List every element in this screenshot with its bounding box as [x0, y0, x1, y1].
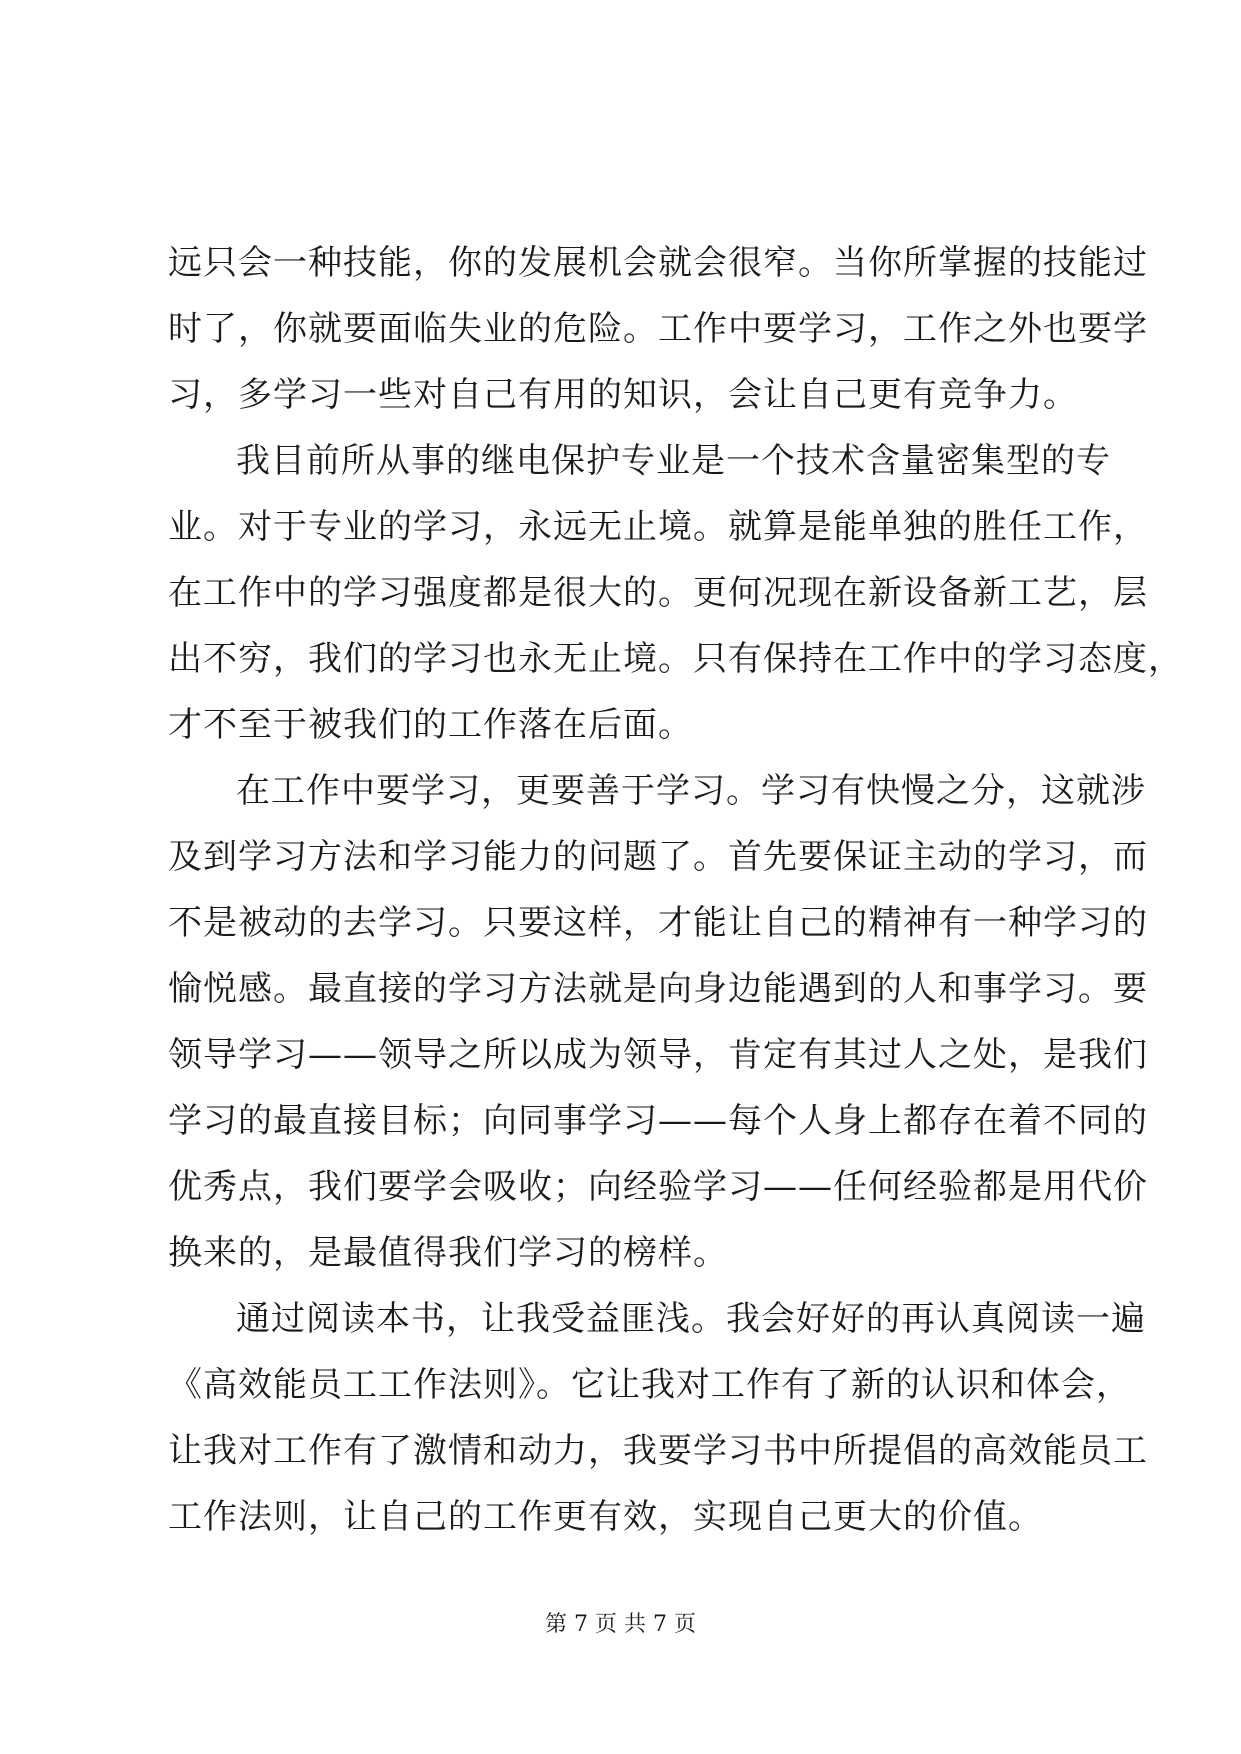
text-line: 业。对于专业的学习，永远无止境。就算是能单独的胜任工作，	[168, 507, 1148, 547]
paragraph	[168, 230, 1148, 428]
text-line: 出不穷，我们的学习也永无止境。只有保持在工作中的学习态度，	[168, 639, 1183, 679]
text-line: 才不至于被我们的工作落在后面。	[168, 705, 693, 745]
text-line: 学习的最直接目标；向同事学习——每个人身上都存在着不同的	[168, 1101, 1148, 1141]
text-line: 习，多学习一些对自己有用的知识，会让自己更有竞争力。	[168, 375, 1078, 415]
text-line: 《高效能员工工作法则》。它让我对工作有了新的认识和体会，	[168, 1365, 1131, 1405]
text-line: 不是被动的去学习。只要这样，才能让自己的精神有一种学习的	[168, 903, 1148, 943]
text-line: 远只会一种技能，你的发展机会就会很窄。当你所掌握的技能过	[168, 243, 1148, 283]
text-line: 工作法则，让自己的工作更有效，实现自己更大的价值。	[168, 1497, 1043, 1537]
paragraph	[168, 428, 1183, 758]
body-text	[168, 230, 1183, 1550]
text-line: 领导学习——领导之所以成为领导，肯定有其过人之处，是我们	[168, 1035, 1148, 1075]
text-line: 优秀点，我们要学会吸收；向经验学习——任何经验都是用代价	[168, 1167, 1148, 1207]
page-footer: 第 7 页 共 7 页	[545, 1612, 696, 1637]
text-line: 愉悦感。最直接的学习方法就是向身边能遇到的人和事学习。要	[168, 969, 1148, 1009]
text-line: 通过阅读本书，让我受益匪浅。我会好好的再认真阅读一遍	[236, 1299, 1146, 1339]
text-line: 在工作中要学习，更要善于学习。学习有快慢之分，这就涉	[236, 771, 1146, 811]
paragraph	[168, 1286, 1148, 1550]
text-line: 及到学习方法和学习能力的问题了。首先要保证主动的学习，而	[168, 837, 1148, 877]
text-line: 时了，你就要面临失业的危险。工作中要学习，工作之外也要学	[168, 309, 1148, 349]
text-line: 在工作中的学习强度都是很大的。更何况现在新设备新工艺，层	[168, 573, 1148, 613]
text-line: 让我对工作有了激情和动力，我要学习书中所提倡的高效能员工	[168, 1431, 1148, 1471]
paragraph	[168, 758, 1148, 1286]
text-line: 换来的，是最值得我们学习的榜样。	[168, 1233, 728, 1273]
text-line: 我目前所从事的继电保护专业是一个技术含量密集型的专	[236, 441, 1111, 481]
